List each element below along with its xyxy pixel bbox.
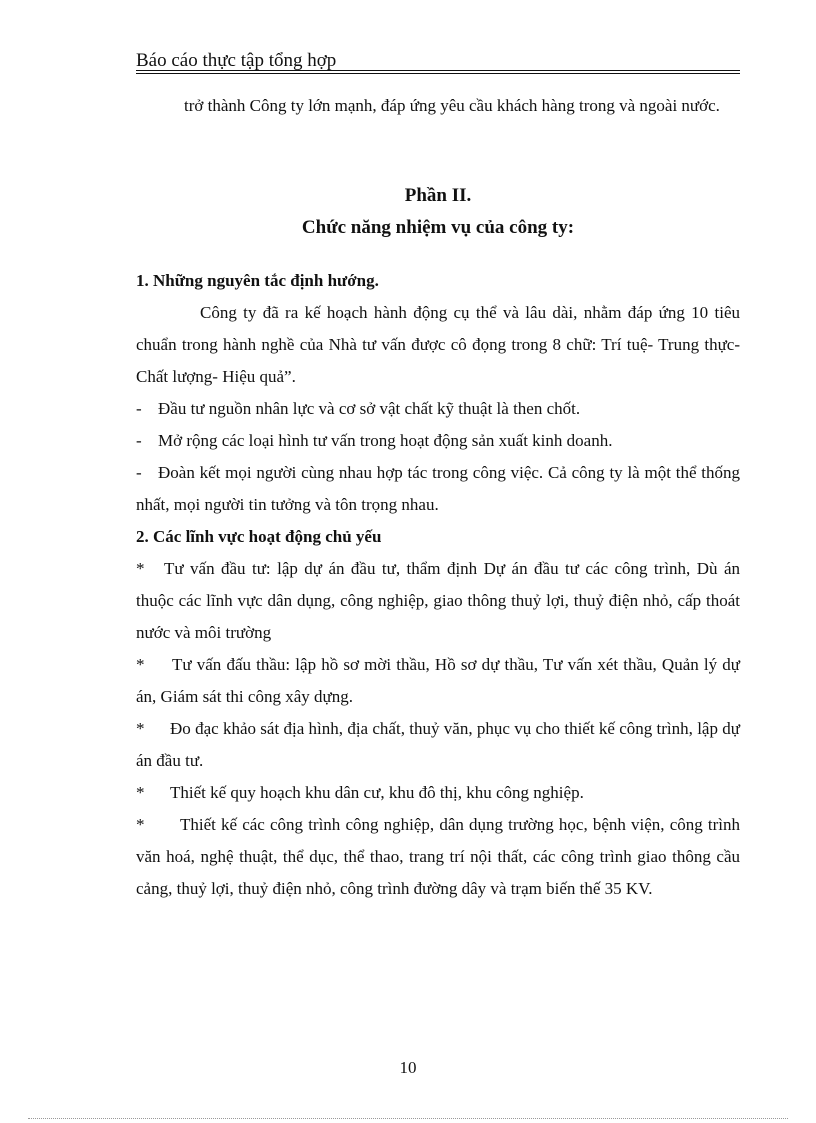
bullet-marker: - — [136, 463, 142, 482]
intro-paragraph: trở thành Công ty lớn mạnh, đáp ứng yêu cầu khách hàng trong và ngoài nước. — [184, 96, 720, 115]
list-item — [136, 713, 740, 777]
page-header — [136, 50, 740, 74]
list-item — [136, 457, 740, 521]
header-rule — [136, 70, 740, 71]
header-rule-secondary — [136, 73, 740, 74]
bullet-text: Mở rộng các loại hình tư vấn trong hoạt động sản xuất kinh doanh. — [158, 431, 613, 450]
bullet-marker: * — [136, 719, 145, 738]
bullet-marker: * — [136, 655, 145, 674]
item-text: Thiết kế quy hoạch khu dân cư, khu đô thị, khu công nghiệp. — [170, 783, 584, 802]
intro-block — [136, 90, 740, 122]
item-text: Đo đạc khảo sát địa hình, địa chất, thuỷ văn, phục vụ cho thiết kế công trình, lập dự án đầu tư. — [136, 719, 740, 770]
list-item — [136, 393, 740, 425]
bullet-text: Đầu tư nguồn nhân lực và cơ sở vật chất kỹ thuật là then chốt. — [158, 399, 581, 418]
item-text: Tư vấn đấu thầu: lập hồ sơ mời thầu, Hồ sơ dự thầu, Tư vấn xét thầu, Quản lý dự án, Giám sát thi công xây dựng. — [136, 655, 740, 706]
bullet-marker: - — [136, 399, 142, 418]
list-item — [136, 425, 740, 457]
list-item — [136, 553, 740, 649]
part-title-block — [136, 180, 740, 244]
list-item — [136, 809, 740, 905]
bullet-marker: - — [136, 431, 142, 450]
footer-divider — [28, 1118, 788, 1119]
bullet-text: Đoàn kết mọi người cùng nhau hợp tác trong công việc. Cả công ty là một thể thống nhất, mọi người tin tưởng và tôn trọng nhau. — [136, 463, 740, 514]
item-text: Thiết kế các công trình công nghiệp, dân dụng trường học, bệnh viện, công trình văn hoá, nghệ thuật, thể dục, thể thao, trang trí nội thất, các công trình giao thông cầu cảng, thuỷ lợi, thuỷ điện nhỏ, công trình đường dây và trạm biến thế 35 KV. — [136, 815, 740, 898]
header-title: Báo cáo thực tập tổng hợp — [136, 50, 337, 71]
section-1 — [136, 265, 740, 905]
page-number: 10 — [399, 1058, 417, 1077]
section-1-paragraph: Công ty đã ra kế hoạch hành động cụ thể và lâu dài, nhằm đáp ứng 10 tiêu chuẩn trong hành nghề của Nhà tư vấn được cô đọng trong 8 chữ: Trí tuệ- Trung thực- Chất lượng- Hiệu quả”. — [136, 303, 740, 386]
list-item — [136, 649, 740, 713]
part-title: Phần II. — [404, 185, 472, 206]
bullet-marker: * — [136, 815, 145, 834]
bullet-marker: * — [136, 559, 145, 578]
bullet-marker: * — [136, 783, 145, 802]
item-text: Tư vấn đầu tư: lập dự án đầu tư, thẩm định Dự án đầu tư các công trình, Dù án thuộc các lĩnh vực dân dụng, công nghiệp, giao thông thuỷ lợi, thuỷ điện nhỏ, cấp thoát nước và môi trường — [136, 559, 740, 642]
section-1-heading: 1. Những nguyên tắc định hướng. — [136, 271, 379, 290]
section-2-heading: 2. Các lĩnh vực hoạt động chủ yếu — [136, 527, 382, 546]
list-item — [136, 777, 740, 809]
part-subtitle: Chức năng nhiệm vụ của công ty: — [301, 217, 575, 238]
